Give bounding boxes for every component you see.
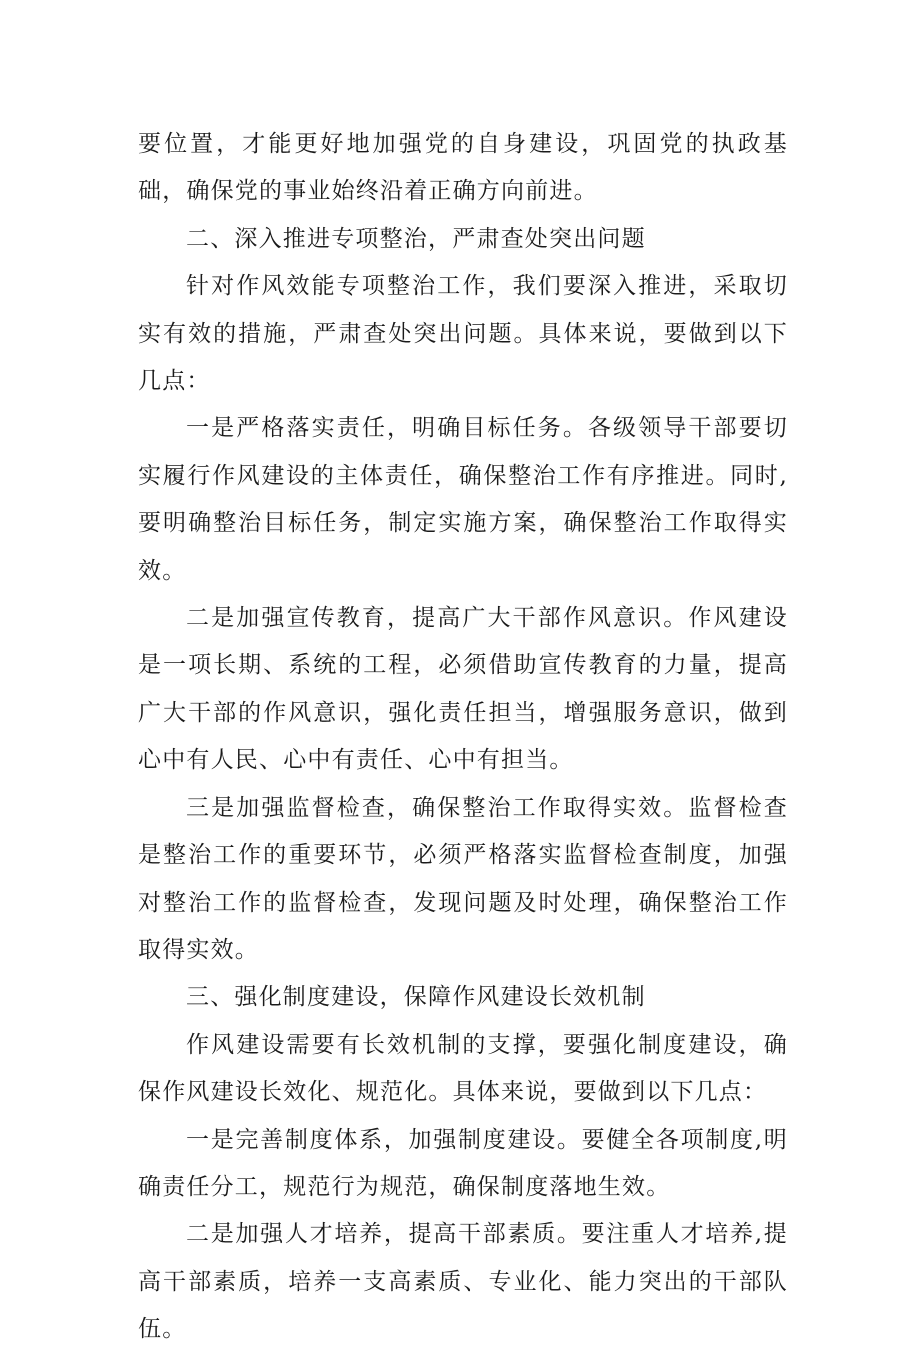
- section-heading-3: 三、强化制度建设，保障作风建设长效机制: [186, 984, 646, 1011]
- paragraph-continuation: 要位置，才能更好地加强党的自身建设，巩固党的执政基础，确保党的事业始终沿着正确方向前进。: [138, 131, 788, 205]
- paragraph-system-1: 一是完善制度体系，加强制度建设。要健全各项制度,明确责任分工，规范行为规范，确保制度落地生效。: [138, 1126, 788, 1200]
- paragraph-point-1: 一是严格落实责任，明确目标任务。各级领导干部要切实履行作风建设的主体责任，确保整治工作有序推进。同时,要明确整治目标任务，制定实施方案，确保整治工作取得实效。: [138, 415, 788, 584]
- paragraph-intro-2: 针对作风效能专项整治工作，我们要深入推进，采取切实有效的措施，严肃查处突出问题。具体来说，要做到以下几点：: [138, 273, 788, 395]
- document-body: [138, 121, 788, 1354]
- section-heading-2: 二、深入推进专项整治，严肃查处突出问题: [186, 225, 646, 252]
- paragraph-intro-3: 作风建设需要有长效机制的支撑，要强化制度建设，确保作风建设长效化、规范化。具体来说，要做到以下几点：: [138, 1031, 788, 1106]
- paragraph-point-3: 三是加强监督检查，确保整治工作取得实效。监督检查是整治工作的重要环节，必须严格落实监督检查制度，加强对整治工作的监督检查，发现问题及时处理，确保整治工作取得实效。: [138, 794, 788, 963]
- paragraph-system-2: 二是加强人才培养，提高干部素质。要注重人才培养,提高干部素质，培养一支高素质、专业化、能力突出的干部队伍。: [138, 1221, 788, 1343]
- paragraph-point-2: 二是加强宣传教育，提高广大干部作风意识。作风建设是一项长期、系统的工程，必须借助宣传教育的力量，提高广大干部的作风意识，强化责任担当，增强服务意识，做到心中有人民、心中有责任、心中有担当。: [138, 605, 788, 774]
